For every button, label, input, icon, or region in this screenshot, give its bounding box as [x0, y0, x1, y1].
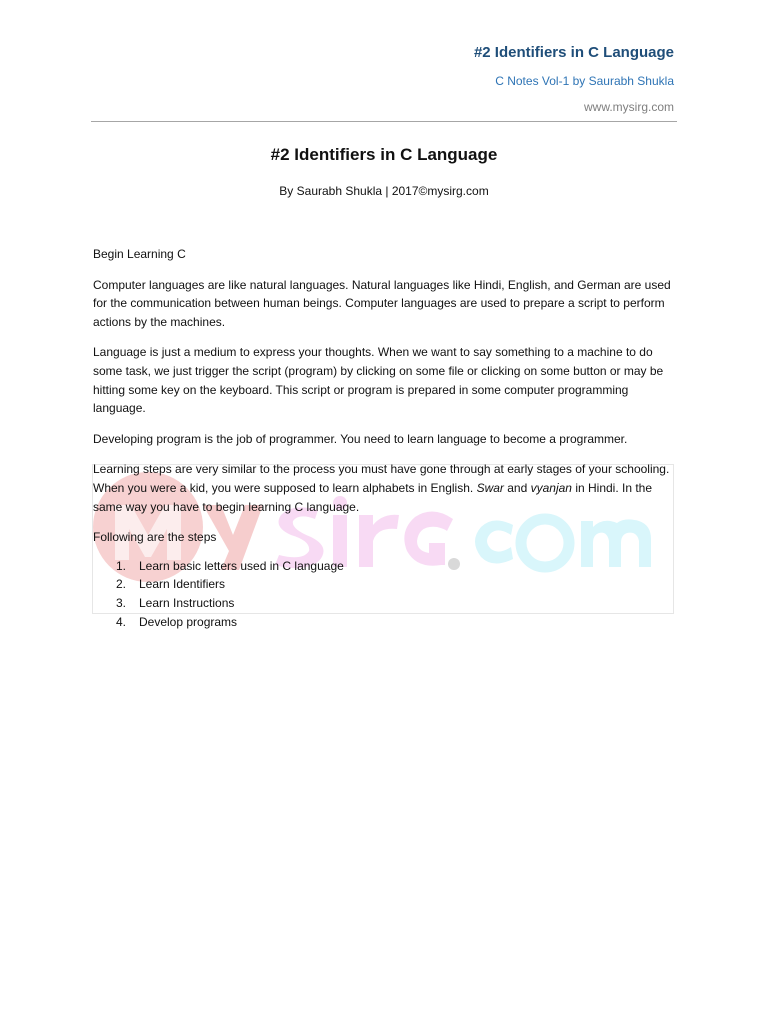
list-item: [93, 613, 675, 632]
header-subtitle: C Notes Vol-1 by Saurabh Shukla: [495, 74, 674, 88]
list-item: [93, 575, 675, 594]
list-item-text: Learn Instructions: [139, 595, 235, 610]
learning-text-part1: Learning steps are very similar to the process you must have gone through at early stages of your schooling. When you were a kid, you were supposed to learn alphabets in English.: [93, 462, 670, 495]
document-title: #2 Identifiers in C Language: [270, 145, 498, 164]
paragraph-developing-program: Developing program is the job of programmer. You need to learn language to become a programmer.: [93, 431, 628, 446]
learning-italic-swar: Swar: [476, 480, 504, 495]
list-item-number: 2.: [116, 577, 127, 592]
learning-text-part3: in Hindi. In the same way you have to begin learning C language.: [93, 480, 653, 514]
steps-list: [93, 557, 675, 631]
paragraph-learning-steps: [93, 460, 675, 516]
learning-italic-vyanjan: vyanjan: [530, 480, 572, 495]
document-body: [93, 245, 675, 631]
list-item-number: 1.: [116, 558, 127, 573]
paragraph-computer-languages: Computer languages are like natural languages. Natural languages like Hindi, English, and German are used for the communication between human beings. Computer languages are used to prepare a script to perform actions by the machines.: [93, 277, 671, 329]
header-site: www.mysirg.com: [583, 100, 674, 114]
header-divider: [91, 121, 677, 122]
section-heading: Begin Learning C: [93, 247, 186, 261]
paragraph-language-medium: Language is just a medium to express your thoughts. When we want to say something to a machine to do some task, we just trigger the script (program) by clicking on some file or clicking on some button or may be hitting some key on the keyboard. This script or program is prepared in some computer programming language.: [93, 345, 664, 416]
document-byline: By Saurabh Shukla | 2017©mysirg.com: [279, 184, 489, 198]
list-item-number: 3.: [116, 595, 127, 610]
list-item: [93, 557, 675, 576]
list-item-text: Develop programs: [139, 614, 238, 629]
steps-intro: Following are the steps: [93, 530, 217, 545]
header-title: #2 Identifiers in C Language: [473, 44, 674, 61]
list-item: [93, 594, 675, 613]
list-item-text: Learn Identifiers: [139, 577, 226, 592]
list-item-number: 4.: [116, 614, 127, 629]
list-item-text: Learn basic letters used in C language: [139, 558, 344, 573]
learning-text-part2: and: [503, 480, 531, 495]
